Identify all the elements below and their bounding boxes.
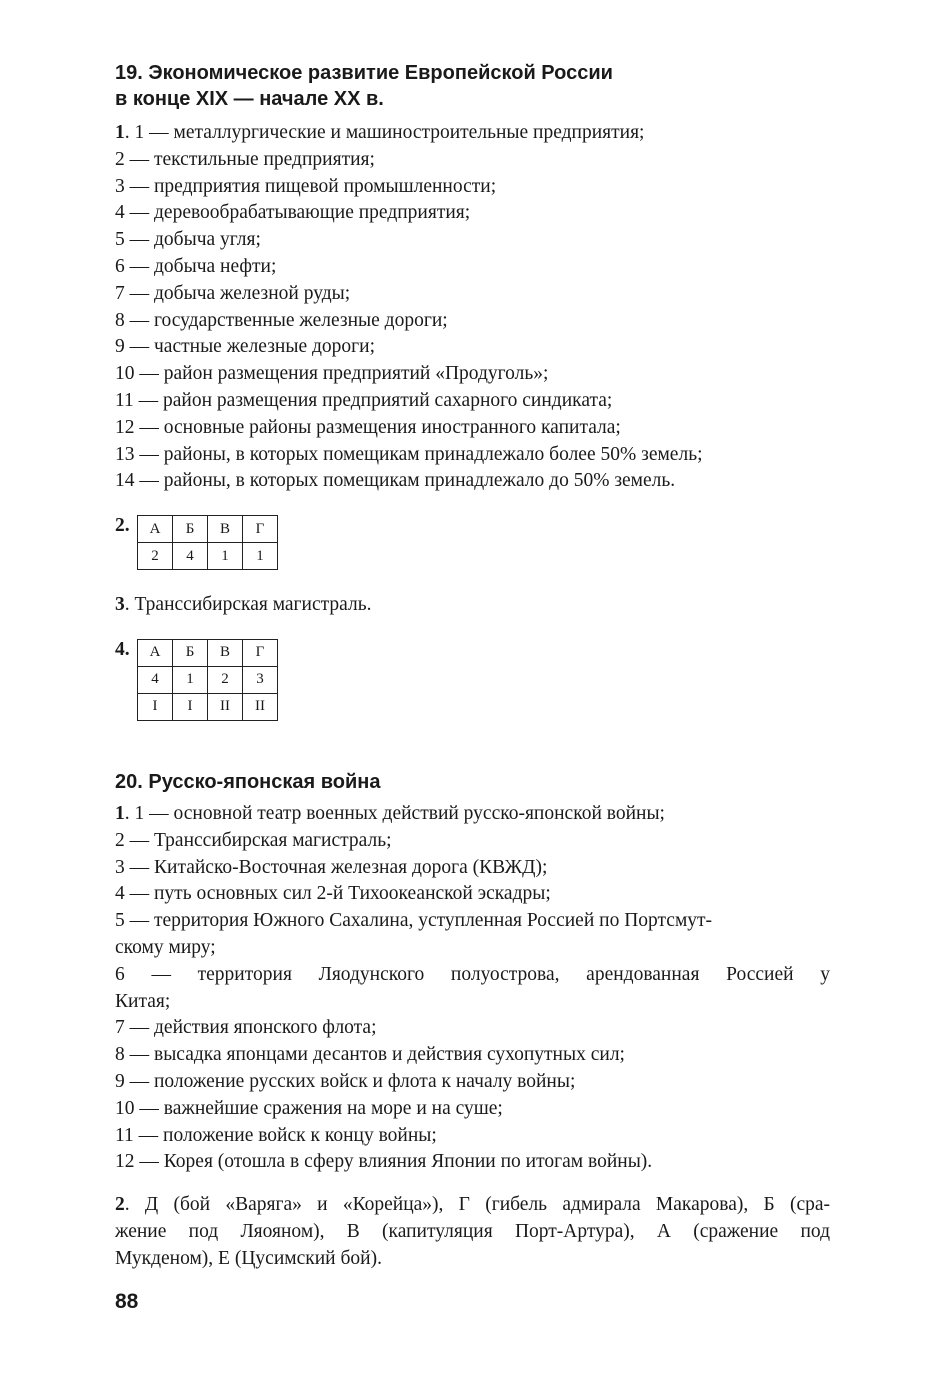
paragraph-line: жение под Ляояном), В (капитуляция Порт-Артура), А (сражение под bbox=[115, 1220, 830, 1242]
list-item: 9 — частные железные дороги; bbox=[115, 336, 375, 358]
list-item bbox=[115, 801, 830, 828]
list-item-text: . 1 — основной театр военных действий русско-японской войны; bbox=[124, 802, 665, 824]
table-cell: А bbox=[138, 516, 173, 543]
table-cell: I bbox=[138, 693, 173, 720]
list-item: 13 — районы, в которых помещикам принадлежало более 50% земель; bbox=[115, 443, 703, 465]
answer-text: . Транссибирская магистраль. bbox=[124, 594, 372, 616]
table-cell: 4 bbox=[173, 543, 208, 570]
question-number: 4. bbox=[115, 638, 130, 660]
table-header-row bbox=[138, 516, 278, 543]
list-item: 11 — район размещения предприятий сахарного синдиката; bbox=[115, 389, 613, 411]
list-item: 4 — деревообрабатывающие предприятия; bbox=[115, 202, 471, 224]
table-cell: 1 bbox=[173, 666, 208, 693]
list-item: 8 — государственные железные дороги; bbox=[115, 309, 448, 331]
section-20-title: 20. Русско-японская война bbox=[115, 770, 381, 793]
section-19-q3 bbox=[115, 592, 830, 619]
section-19-q4 bbox=[115, 639, 830, 721]
section-19-title-line1: 19. Экономическое развитие Европейской России bbox=[115, 62, 613, 84]
table-row bbox=[138, 543, 278, 570]
section-19-title bbox=[115, 60, 830, 112]
table-cell: 1 bbox=[208, 543, 243, 570]
list-item: 5 — территория Южного Сахалина, уступленная Россией по Портсмут- bbox=[115, 910, 713, 932]
list-item: 10 — район размещения предприятий «Продуголь»; bbox=[115, 363, 549, 385]
list-item: 12 — основные районы размещения иностранного капитала; bbox=[115, 416, 621, 438]
list-item: 6 — территория Ляодунского полуострова, арендованная Россией у bbox=[115, 963, 830, 985]
table-cell: В bbox=[208, 516, 243, 543]
list-item: 11 — положение войск к концу войны; bbox=[115, 1124, 437, 1146]
list-item bbox=[115, 120, 830, 147]
table-cell: Б bbox=[173, 639, 208, 666]
section-20-q1 bbox=[115, 801, 830, 1176]
list-item: 4 — путь основных сил 2-й Тихоокеанской эскадры; bbox=[115, 883, 551, 905]
question-number: 3 bbox=[115, 594, 125, 616]
section-20-q2 bbox=[115, 1192, 830, 1272]
section-19-q2 bbox=[115, 515, 830, 570]
table-row bbox=[138, 666, 278, 693]
table-cell: I bbox=[173, 693, 208, 720]
page-number: 88 bbox=[115, 1290, 139, 1313]
list-item: Китая; bbox=[115, 990, 171, 1012]
table-cell: 1 bbox=[243, 543, 278, 570]
section-19-title-line2: в конце XIX — начале XX в. bbox=[115, 88, 384, 110]
list-item: 9 — положение русских войск и флота к началу войны; bbox=[115, 1070, 576, 1092]
list-item: 6 — добыча нефти; bbox=[115, 255, 277, 277]
question-number: 2. bbox=[115, 515, 130, 537]
list-item: 8 — высадка японцами десантов и действия сухопутных сил; bbox=[115, 1044, 625, 1066]
table-cell: А bbox=[138, 639, 173, 666]
question-number: 1 bbox=[115, 122, 125, 143]
table-cell: 3 bbox=[243, 666, 278, 693]
paragraph-line bbox=[115, 1192, 830, 1219]
list-item: 3 — предприятия пищевой промышленности; bbox=[115, 175, 497, 197]
section-19-q1 bbox=[115, 120, 830, 495]
table-cell: Г bbox=[243, 639, 278, 666]
table-cell: 4 bbox=[138, 666, 173, 693]
list-item: 2 — Транссибирская магистраль; bbox=[115, 829, 392, 851]
table-cell: Г bbox=[243, 516, 278, 543]
list-item: 3 — Китайско-Восточная железная дорога (КВЖД); bbox=[115, 856, 548, 878]
answer-table-q4 bbox=[137, 639, 278, 721]
table-cell: В bbox=[208, 639, 243, 666]
paragraph-line: Мукденом), Е (Цусимский бой). bbox=[115, 1247, 382, 1269]
table-cell: 2 bbox=[138, 543, 173, 570]
table-cell: Б bbox=[173, 516, 208, 543]
table-cell: 2 bbox=[208, 666, 243, 693]
list-item: 2 — текстильные предприятия; bbox=[115, 148, 375, 170]
list-item-text: . 1 — металлургические и машиностроительные предприятия; bbox=[124, 122, 645, 143]
list-item: скому миру; bbox=[115, 936, 216, 958]
paragraph-text: . Д (бой «Варяга» и «Корейца»), Г (гибель адмирала Макарова), Б (сра- bbox=[124, 1194, 830, 1216]
table-header-row bbox=[138, 639, 278, 666]
table-cell: II bbox=[208, 693, 243, 720]
page-content bbox=[115, 60, 830, 1273]
list-item: 12 — Корея (отошла в сферу влияния Японии по итогам войны). bbox=[115, 1151, 653, 1173]
answer-table-q2 bbox=[137, 515, 278, 570]
question-number: 1 bbox=[115, 802, 125, 824]
list-item: 7 — добыча железной руды; bbox=[115, 282, 351, 304]
table-row bbox=[138, 693, 278, 720]
list-item: 5 — добыча угля; bbox=[115, 229, 261, 251]
list-item: 14 — районы, в которых помещикам принадлежало до 50% земель. bbox=[115, 470, 676, 492]
table-cell: II bbox=[243, 693, 278, 720]
list-item: 7 — действия японского флота; bbox=[115, 1017, 377, 1039]
question-number: 2 bbox=[115, 1194, 125, 1216]
list-item: 10 — важнейшие сражения на море и на суше; bbox=[115, 1097, 503, 1119]
